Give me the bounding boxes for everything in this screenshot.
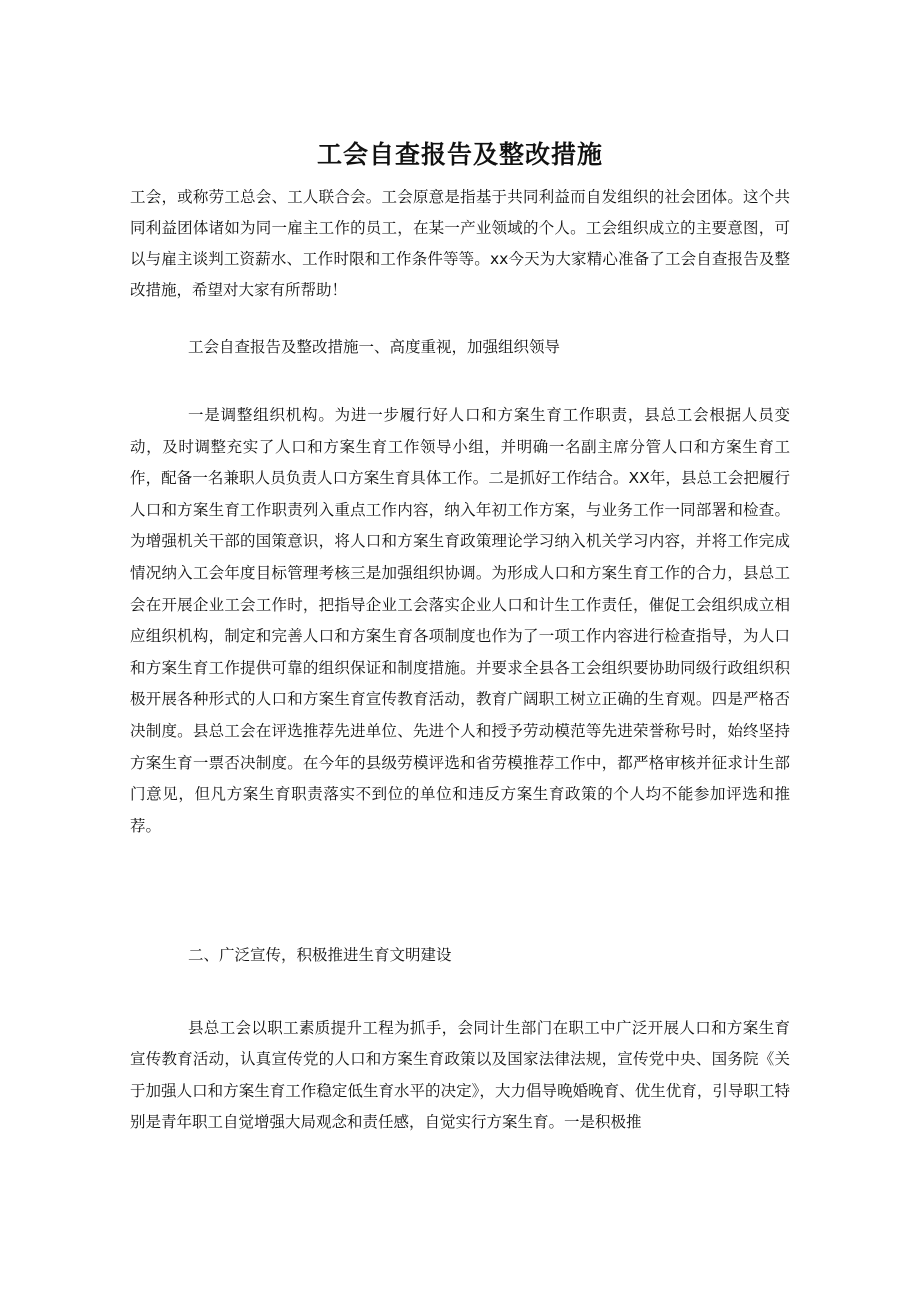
section2-body: 县总工会以职工素质提升工程为抓手，会同计生部门在职工中广泛开展人口和方案生育宣传教育活动，认真宣传党的人口和方案生育政策以及国家法律法规，宣传党中央、国务院《关于加强人口和方案生育工作稳定低生育水平的决定》，大力倡导晚婚晚育、优生优育，引导职工特别是青年职工自觉增强大局观念和责任感，自觉实行方案生育。一是积极推 — [130, 1019, 790, 1131]
intro-paragraph: 工会，或称劳工总会、工人联合会。工会原意是指基于共同利益而自发组织的社会团体。这个共同利益团体诸如为同一雇主工作的员工，在某一产业领域的个人。工会组织成立的主要意图，可以与雇主谈判工资薪水、工作时限和工作条件等等。xx今天为大家精心准备了工会自查报告及整改措施，希望对大家有所帮助！ — [130, 188, 790, 299]
document-title: 工会自查报告及整改措施 — [316, 140, 603, 169]
section2-heading: 二、广泛宣传，积极推进生育文明建设 — [188, 946, 452, 964]
section1-body: 一是调整组织机构。为进一步履行好人口和方案生育工作职责，县总工会根据人员变动，及时调整充实了人口和方案生育工作领导小组，并明确一名副主席分管人口和方案生育工作，配备一名兼职人员负责人口方案生育具体工作。二是抓好工作结合。XX年，县总工会把履行人口和方案生育工作职责列入重点工作内容，纳入年初工作方案，与业务工作一同部署和检查。为增强机关干部的国策意识，将人口和方案生育政策理论学习纳入机关学习内容，并将工作完成情况纳入工会年度目标管理考核三是加强组织协调。为形成人口和方案生育工作的合力，县总工会在开展企业工会工作时，把指导企业工会落实企业人口和计生工作责任，催促工会组织成立相应组织机构，制定和完善人口和方案生育各项制度也作为了一项工作内容进行检查指导，为人口和方案生育工作提供可靠的组织保证和制度措施。并要求全县各工会组织要协助同级行政组织积极开展各种形式的人口和方案生育宣传教育活动，教育广阔职工树立正确的生育观。四是严格否决制度。县总工会在评选推荐先进单位、先进个人和授予劳动模范等先进荣誉称号时，始终坚持方案生育一票否决制度。在今年的县级劳模评选和省劳模推荐工作中，都严格审核并征求计生部门意见，但凡方案生育职责落实不到位的单位和违反方案生育政策的个人均不能参加评选和推荐。 — [130, 406, 790, 835]
section1-heading: 工会自查报告及整改措施一、高度重视，加强组织领导 — [188, 338, 561, 356]
